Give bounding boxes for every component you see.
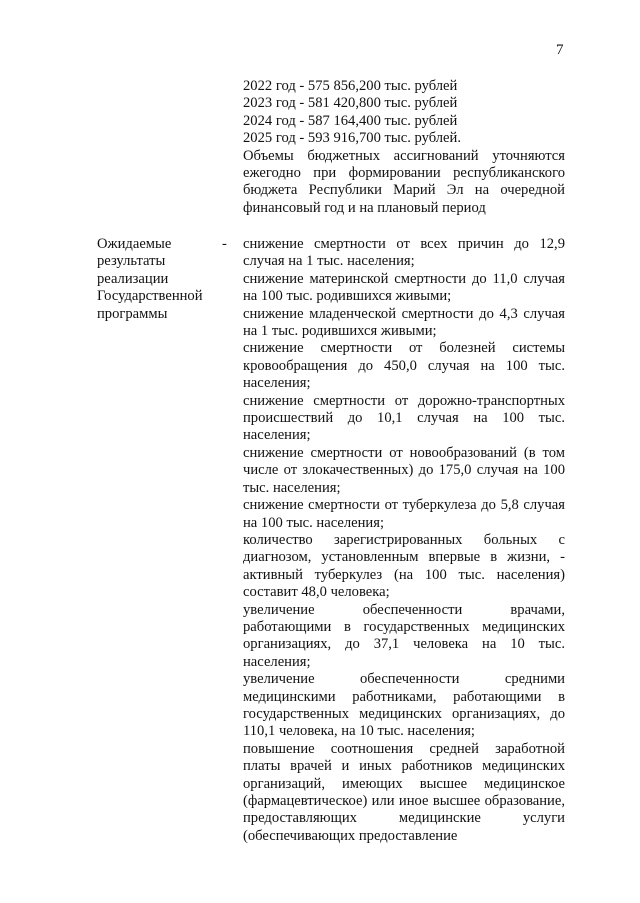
result-item: увеличение обеспеченности врачами, работающими в государственных медицинских организациях, до 37,1 человека на 10 тыс. населения; [243, 601, 565, 670]
funding-year-2024: 2024 год - 587 164,400 тыс. рублей [243, 112, 458, 129]
result-item: снижение материнской смертности до 11,0 случая на 100 тыс. родившихся живыми; [243, 270, 565, 305]
funding-year-2022: 2022 год - 575 856,200 тыс. рублей [243, 78, 458, 94]
page-number: 7 [556, 42, 564, 58]
results-label [97, 236, 217, 323]
funding-year-2025: 2025 год - 593 916,700 тыс. рублей. [243, 130, 461, 147]
result-item: снижение младенческой смертности до 4,3 случая на 1 тыс. родившихся живыми; [243, 305, 565, 340]
results-label-line: программы [97, 305, 168, 322]
result-item: количество зарегистрированных больных с диагнозом, установленным впервые в жизни, - активный туберкулез (на 100 тыс. населения) составит 48,0 человека; [243, 531, 565, 601]
results-list [243, 236, 565, 845]
funding-year-2023: 2023 год - 581 420,800 тыс. рублей [243, 95, 458, 112]
results-dash: - [222, 236, 227, 252]
result-item: снижение смертности от дорожно-транспортных происшествий до 10,1 случая на 100 тыс. населения; [243, 392, 565, 444]
result-item: снижение смертности от новообразований (в том числе от злокачественных) до 175,0 случая на 100 тыс. населения; [243, 444, 565, 496]
results-label-line: результаты [97, 253, 166, 270]
funding-block [243, 78, 565, 217]
results-label-line: Государственной [97, 288, 203, 305]
results-label-line: Ожидаемые [97, 236, 172, 252]
results-label-line: реализации [97, 270, 169, 287]
funding-note: Объемы бюджетных ассигнований уточняются ежегодно при формировании республиканского бюджета Республики Марий Эл на очередной финансовый год и на плановый период [243, 147, 565, 216]
result-item: повышение соотношения средней заработной платы врачей и иных работников медицинских организаций, имеющих высшее медицинское (фармацевтическое) или иное высшее образование, предоставляющих медицинские услуги (обеспечивающих предоставление [243, 740, 565, 844]
result-item: снижение смертности от всех причин до 12,9 случая на 1 тыс. населения; [243, 236, 565, 270]
result-item: увеличение обеспеченности средними медицинскими работниками, работающими в государственных медицинских организациях, до 110,1 человека, на 10 тыс. населения; [243, 671, 565, 740]
result-item: снижение смертности от туберкулеза до 5,8 случая на 100 тыс. населения; [243, 497, 565, 531]
result-item: снижение смертности от болезней системы кровообращения до 450,0 случая на 100 тыс. населения; [243, 340, 565, 392]
